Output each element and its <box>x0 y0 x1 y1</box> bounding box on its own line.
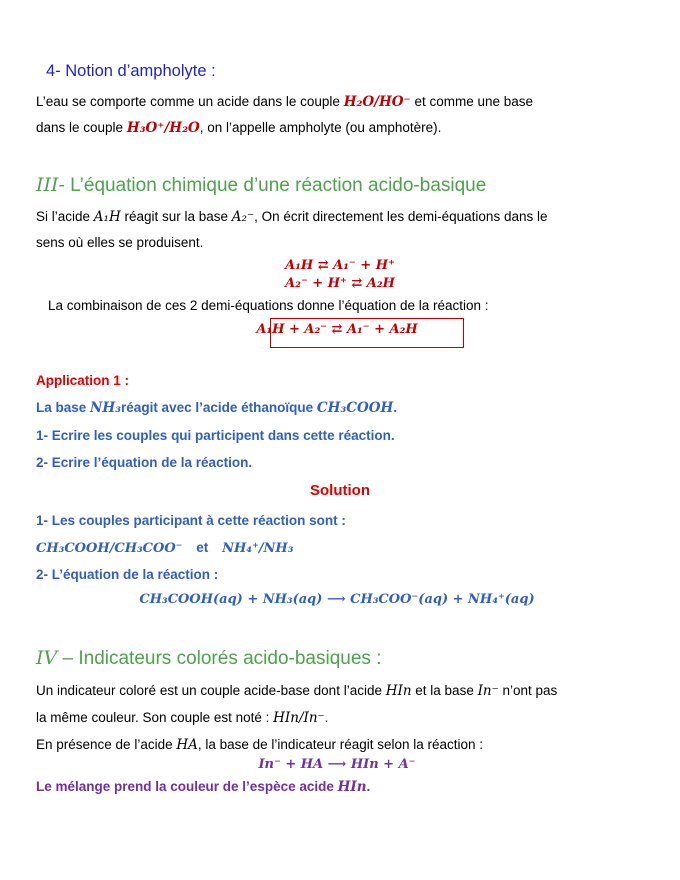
combination-sentence: La combinaison de ces 2 demi-équations donne l’équation de la réaction : <box>48 298 489 313</box>
text-segment: Le mélange prend la couleur de l’espèce acide <box>36 779 338 794</box>
half-equation-2: A₂⁻ + H⁺ ⇄ A₂H <box>285 276 395 291</box>
text-segment: , on l’appelle ampholyte (ou amphotère). <box>199 120 442 135</box>
indicator-base: In⁻ <box>477 683 499 699</box>
text-segment: et la base <box>411 683 478 698</box>
section-iii-para-line-1 <box>36 209 547 225</box>
half-equation-1: A₁H ⇄ A₁⁻ + H⁺ <box>285 258 395 273</box>
roman-numeral: IV <box>36 647 58 669</box>
indicator-acid: HIn <box>385 683 412 699</box>
section-iv-heading <box>36 647 381 670</box>
ampholyte-line-2 <box>36 120 441 136</box>
final-sentence <box>36 779 370 795</box>
section-iii-para-line-2: sens où elles se produisent. <box>36 235 204 250</box>
question-1: 1- Ecrire les couples qui participent dans cette réaction. <box>36 428 395 443</box>
ampholyte-line-1 <box>36 94 533 110</box>
solution-couples <box>36 540 293 556</box>
acid-symbol: A₁H <box>93 209 121 225</box>
and-word: et <box>196 540 209 555</box>
indicator-equation: In⁻ + HA ⟶ HIn + A⁻ <box>258 757 416 772</box>
text-segment: dans le couple <box>36 120 127 135</box>
text-segment: . <box>324 710 329 725</box>
text-segment: , la base de l’indicateur réagit selon la réaction : <box>197 737 484 752</box>
text-segment: et comme une base <box>410 94 534 109</box>
acid-ha: HA <box>176 737 198 753</box>
text-segment: la même couleur. Son couple est noté : <box>36 710 274 725</box>
application-title: Application 1 : <box>36 373 130 388</box>
section-iv-line-1 <box>36 683 557 699</box>
solution-equation: CH₃COOH(aq) + NH₃(aq) ⟶ CH₃COO⁻(aq) + NH₄⁺(aq) <box>139 592 535 607</box>
heading-text: – Indicateurs colorés acido-basiques : <box>57 648 382 669</box>
total-equation: A₁H + A₂⁻ ⇄ A₁⁻ + A₂H <box>256 322 418 337</box>
section-iv-line-2 <box>36 710 328 726</box>
solution-step-2: 2- L’équation de la réaction : <box>36 567 219 582</box>
text-segment: réagit sur la base <box>120 209 232 224</box>
indicator-couple: HIn/In⁻ <box>273 710 325 726</box>
couple-ammonium: NH₄⁺/NH₃ <box>222 541 294 556</box>
section-iv-line-3 <box>36 737 483 753</box>
couple-water-base: H₃O⁺/H₂O <box>126 120 200 136</box>
text-segment: n’ont pas <box>498 683 558 698</box>
section-iii-heading <box>36 174 486 197</box>
acid-species: HIn <box>337 779 367 795</box>
roman-numeral: III <box>36 174 59 196</box>
text-segment: L’eau se comporte comme un acide dans le couple <box>36 94 344 109</box>
question-2: 2- Ecrire l’équation de la réaction. <box>36 455 253 470</box>
text-segment: réagit avec l’acide éthanoïque <box>121 400 317 415</box>
solution-title: Solution <box>310 482 370 499</box>
acid-formula: CH₃COOH <box>316 400 394 416</box>
heading-text: - L’équation chimique d’une réaction acido-basique <box>58 175 487 196</box>
text-segment: Si l’acide <box>36 209 94 224</box>
base-formula: NH₃ <box>90 400 122 416</box>
text-segment: En présence de l’acide <box>36 737 177 752</box>
solution-step-1: 1- Les couples participant à cette réaction sont : <box>36 513 346 528</box>
ampholyte-heading: 4- Notion d’ampholyte : <box>46 62 216 80</box>
text-segment: La base <box>36 400 91 415</box>
application-statement <box>36 400 397 416</box>
text-segment: . <box>393 400 398 415</box>
base-symbol: A₂⁻ <box>231 209 255 225</box>
text-segment: . <box>366 779 371 794</box>
couple-water-acid: H₂O/HO⁻ <box>343 94 411 110</box>
text-segment: Un indicateur coloré est un couple acide-base dont l’acide <box>36 683 386 698</box>
couple-acetic: CH₃COOH/CH₃COO⁻ <box>36 541 183 556</box>
text-segment: , On écrit directement les demi-équations dans le <box>254 209 548 224</box>
